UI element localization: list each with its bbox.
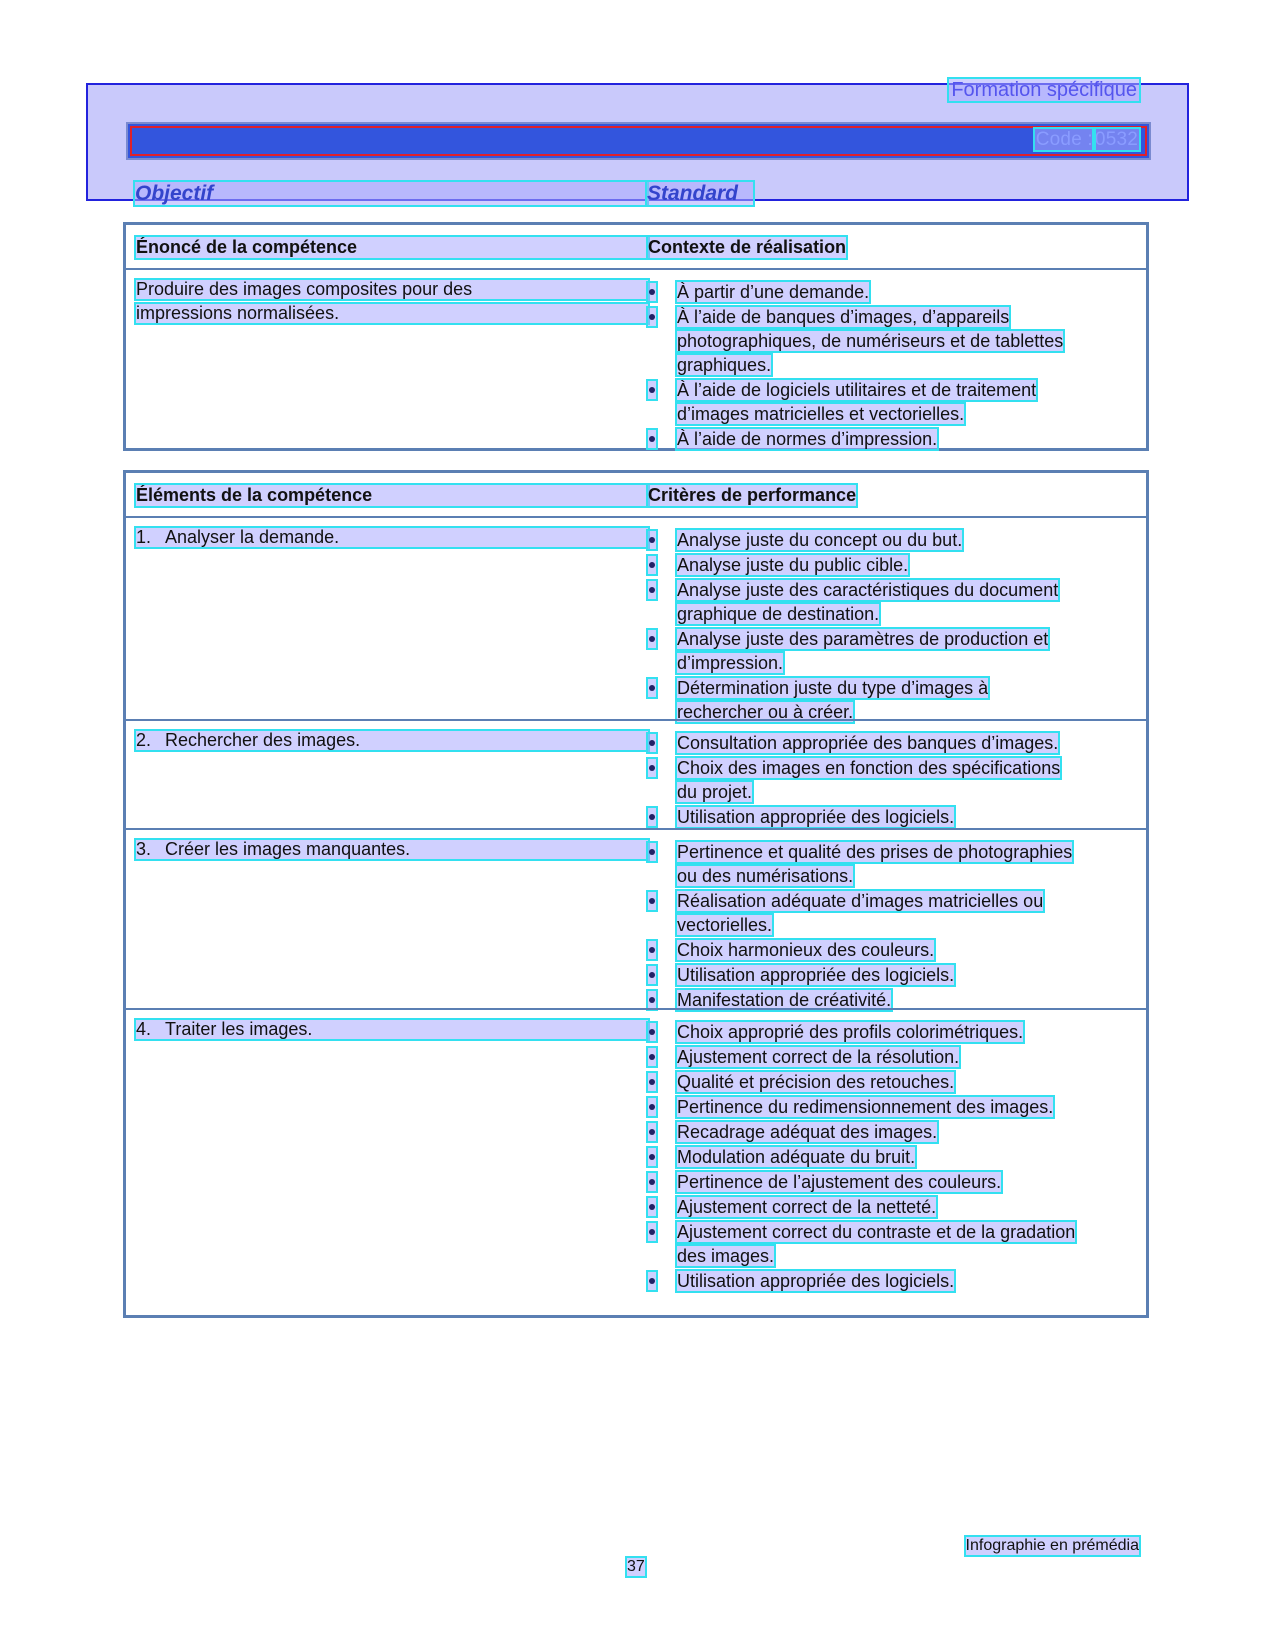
bullet-item	[648, 553, 1143, 577]
code-bar-border	[130, 126, 1147, 156]
bullet-icon	[648, 892, 656, 910]
code-label: Code :	[1035, 129, 1093, 150]
bullet-icon	[648, 1173, 656, 1191]
bullet-item	[648, 1220, 1143, 1268]
bullet-item	[648, 1170, 1143, 1194]
bullet-text: ou des numérisations.	[677, 866, 854, 886]
criteria-list	[648, 840, 1143, 1013]
bullet-line-wrap	[677, 353, 1143, 377]
bullet-icon	[648, 581, 656, 599]
competence-row	[126, 270, 1146, 450]
elements-header: Éléments de la compétence	[136, 485, 648, 506]
bullet-text: À l’aide de banques d’images, d’appareils	[677, 307, 1010, 327]
bullet-line-wrap	[677, 938, 1143, 962]
bullet-text: des images.	[677, 1246, 775, 1266]
bullet-item	[648, 1020, 1143, 1044]
bullet-item	[648, 805, 1143, 829]
bullet-text: graphiques.	[677, 355, 772, 375]
bullet-line-wrap	[677, 676, 1143, 700]
bullet-text: Analyse juste du concept ou du but.	[677, 530, 963, 550]
bullet-line-wrap	[677, 963, 1143, 987]
bullet-line-wrap	[677, 889, 1143, 913]
bullet-item	[648, 963, 1143, 987]
element-label: Analyser la demande.	[165, 527, 340, 547]
criteria-list	[648, 1020, 1143, 1294]
bullet-text: Pertinence et qualité des prises de photographies	[677, 842, 1073, 862]
criteria-header: Critères de performance	[648, 485, 857, 505]
bullet-item	[648, 528, 1143, 552]
bullet-text: Réalisation adéquate d’images matricielles ou	[677, 891, 1044, 911]
bullet-icon	[648, 759, 656, 777]
bullet-text: Pertinence du redimensionnement des images.	[677, 1097, 1054, 1117]
bullet-text: Qualité et précision des retouches.	[677, 1072, 955, 1092]
bullet-text: Pertinence de l’ajustement des couleurs.	[677, 1172, 1002, 1192]
statement-line: Produire des images composites pour des	[136, 280, 648, 299]
bullet-item	[648, 840, 1143, 888]
criteria-list	[648, 528, 1143, 725]
bullet-text: Utilisation appropriée des logiciels.	[677, 1271, 955, 1291]
context-list	[648, 280, 1143, 452]
bullet-item	[648, 378, 1143, 426]
bullet-text: Analyse juste du public cible.	[677, 555, 909, 575]
bullet-item	[648, 756, 1143, 804]
element-text	[136, 528, 648, 552]
element-line	[136, 528, 648, 547]
bullet-text: Choix des images en fonction des spécifications	[677, 758, 1061, 778]
bullet-icon	[648, 991, 656, 1009]
bullet-line-wrap	[677, 427, 1143, 451]
competence-table	[123, 222, 1149, 451]
bullet-icon	[648, 531, 656, 549]
bullet-icon	[648, 843, 656, 861]
bullet-item	[648, 1145, 1143, 1169]
page-number: 37	[627, 1558, 645, 1575]
objectif-column-label: Objectif	[135, 182, 647, 205]
bullet-line-wrap	[677, 1070, 1143, 1094]
bullet-line-wrap	[677, 578, 1143, 602]
bullet-line-wrap	[677, 1195, 1143, 1219]
bullet-text: Consultation appropriée des banques d’images.	[677, 733, 1059, 753]
bullet-line-wrap	[677, 840, 1143, 864]
bullet-icon	[648, 381, 656, 399]
element-label: Traiter les images.	[165, 1019, 313, 1039]
competence-table-header	[126, 225, 1146, 270]
context-header: Contexte de réalisation	[648, 237, 847, 257]
bullet-line-wrap	[677, 378, 1143, 402]
standard-column-label: Standard	[647, 182, 753, 205]
bullet-icon	[648, 1272, 656, 1290]
element-row	[126, 518, 1146, 722]
bullet-line-wrap	[677, 805, 1143, 829]
bullet-line-wrap	[677, 1220, 1143, 1244]
bullet-item	[648, 305, 1143, 377]
element-label: Rechercher des images.	[165, 730, 361, 750]
bullet-text: Ajustement correct de la résolution.	[677, 1047, 960, 1067]
bullet-icon	[648, 1048, 656, 1066]
bullet-line-wrap	[677, 305, 1143, 329]
elements-rows	[126, 518, 1146, 1291]
element-line	[136, 1020, 648, 1039]
element-row	[126, 719, 1146, 828]
bullet-text: du projet.	[677, 782, 753, 802]
bullet-item	[648, 889, 1143, 937]
element-number: 2.	[136, 730, 152, 750]
bullet-line-wrap	[677, 1020, 1143, 1044]
bullet-line-wrap	[677, 280, 1143, 304]
bullet-icon	[648, 941, 656, 959]
bullet-icon	[648, 966, 656, 984]
bullet-text: Choix harmonieux des couleurs.	[677, 940, 935, 960]
bullet-line-wrap	[677, 402, 1143, 426]
bullet-item	[648, 627, 1143, 675]
bullet-text: Choix approprié des profils colorimétriques.	[677, 1022, 1024, 1042]
footer-program-title: Infographie en prémédia	[965, 1537, 1139, 1554]
bullet-line-wrap	[677, 627, 1143, 651]
bullet-line-wrap	[677, 913, 1143, 937]
element-row	[126, 1008, 1146, 1291]
bullet-icon	[648, 808, 656, 826]
bullet-item	[648, 731, 1143, 755]
bullet-line-wrap	[677, 602, 1143, 626]
bullet-text: vectorielles.	[677, 915, 773, 935]
competence-statement-header: Énoncé de la compétence	[136, 237, 648, 258]
bullet-text: rechercher ou à créer.	[677, 702, 854, 722]
bullet-icon	[648, 630, 656, 648]
element-number: 3.	[136, 839, 152, 859]
bullet-icon	[648, 1023, 656, 1041]
bullet-line-wrap	[677, 528, 1143, 552]
bullet-item	[648, 676, 1143, 724]
bullet-text: À partir d’une demande.	[677, 282, 870, 302]
element-text	[136, 1020, 648, 1044]
bullet-icon	[648, 556, 656, 574]
bullet-text: graphique de destination.	[677, 604, 880, 624]
element-label: Créer les images manquantes.	[165, 839, 411, 859]
bullet-icon	[648, 1223, 656, 1241]
element-number: 4.	[136, 1019, 152, 1039]
statement-line: impressions normalisées.	[136, 304, 648, 323]
bullet-item	[648, 578, 1143, 626]
bullet-icon	[648, 734, 656, 752]
bullet-item	[648, 427, 1143, 451]
code-bar	[126, 122, 1151, 160]
bullet-text: Utilisation appropriée des logiciels.	[677, 807, 955, 827]
element-line	[136, 731, 648, 750]
bullet-line-wrap	[677, 1120, 1143, 1144]
bullet-icon	[648, 1123, 656, 1141]
bullet-icon	[648, 1148, 656, 1166]
bullet-text: Analyse juste des caractéristiques du document	[677, 580, 1059, 600]
bullet-line-wrap	[677, 1244, 1143, 1268]
bullet-icon	[648, 1098, 656, 1116]
competence-statement	[136, 280, 648, 328]
bullet-text: Ajustement correct de la netteté.	[677, 1197, 937, 1217]
bullet-line-wrap	[677, 553, 1143, 577]
bullet-item	[648, 1195, 1143, 1219]
bullet-item	[648, 1070, 1143, 1094]
bullet-text: Manifestation de créativité.	[677, 990, 892, 1010]
bullet-text: Modulation adéquate du bruit.	[677, 1147, 916, 1167]
bullet-line-wrap	[677, 329, 1143, 353]
bullet-item	[648, 1045, 1143, 1069]
bullet-line-wrap	[677, 731, 1143, 755]
bullet-item	[648, 1120, 1143, 1144]
element-line	[136, 840, 648, 859]
bullet-line-wrap	[677, 780, 1143, 804]
elements-table	[123, 470, 1149, 1318]
bullet-text: d’impression.	[677, 653, 784, 673]
bullet-text: À l’aide de normes d’impression.	[677, 429, 938, 449]
bullet-text: Ajustement correct du contraste et de la gradation	[677, 1222, 1076, 1242]
criteria-list	[648, 731, 1143, 830]
bullet-line-wrap	[677, 1145, 1143, 1169]
bullet-line-wrap	[677, 1269, 1143, 1293]
bullet-line-wrap	[677, 864, 1143, 888]
code-value: 0532	[1094, 129, 1138, 150]
bullet-line-wrap	[677, 651, 1143, 675]
bullet-line-wrap	[677, 1095, 1143, 1119]
header-title: Formation spécifique	[951, 79, 1137, 101]
element-text	[136, 840, 648, 864]
bullet-text: À l’aide de logiciels utilitaires et de traitement	[677, 380, 1037, 400]
bullet-text: photographiques, de numériseurs et de tablettes	[677, 331, 1064, 351]
bullet-icon	[648, 430, 656, 448]
bullet-line-wrap	[677, 756, 1143, 780]
bullet-text: Analyse juste des paramètres de production et	[677, 629, 1049, 649]
bullet-icon	[648, 308, 656, 326]
bullet-item	[648, 1095, 1143, 1119]
element-text	[136, 731, 648, 755]
bullet-item	[648, 280, 1143, 304]
bullet-text: Utilisation appropriée des logiciels.	[677, 965, 955, 985]
bullet-text: d’images matricielles et vectorielles.	[677, 404, 965, 424]
element-row	[126, 828, 1146, 1008]
bullet-text: Recadrage adéquat des images.	[677, 1122, 938, 1142]
bullet-item	[648, 1269, 1143, 1293]
bullet-item	[648, 938, 1143, 962]
element-number: 1.	[136, 527, 152, 547]
bullet-icon	[648, 283, 656, 301]
bullet-line-wrap	[677, 1045, 1143, 1069]
bullet-icon	[648, 679, 656, 697]
bullet-line-wrap	[677, 1170, 1143, 1194]
code-text	[1035, 130, 1139, 150]
bullet-icon	[648, 1198, 656, 1216]
bullet-text: Détermination juste du type d’images à	[677, 678, 989, 698]
bullet-icon	[648, 1073, 656, 1091]
elements-table-header	[126, 473, 1146, 518]
